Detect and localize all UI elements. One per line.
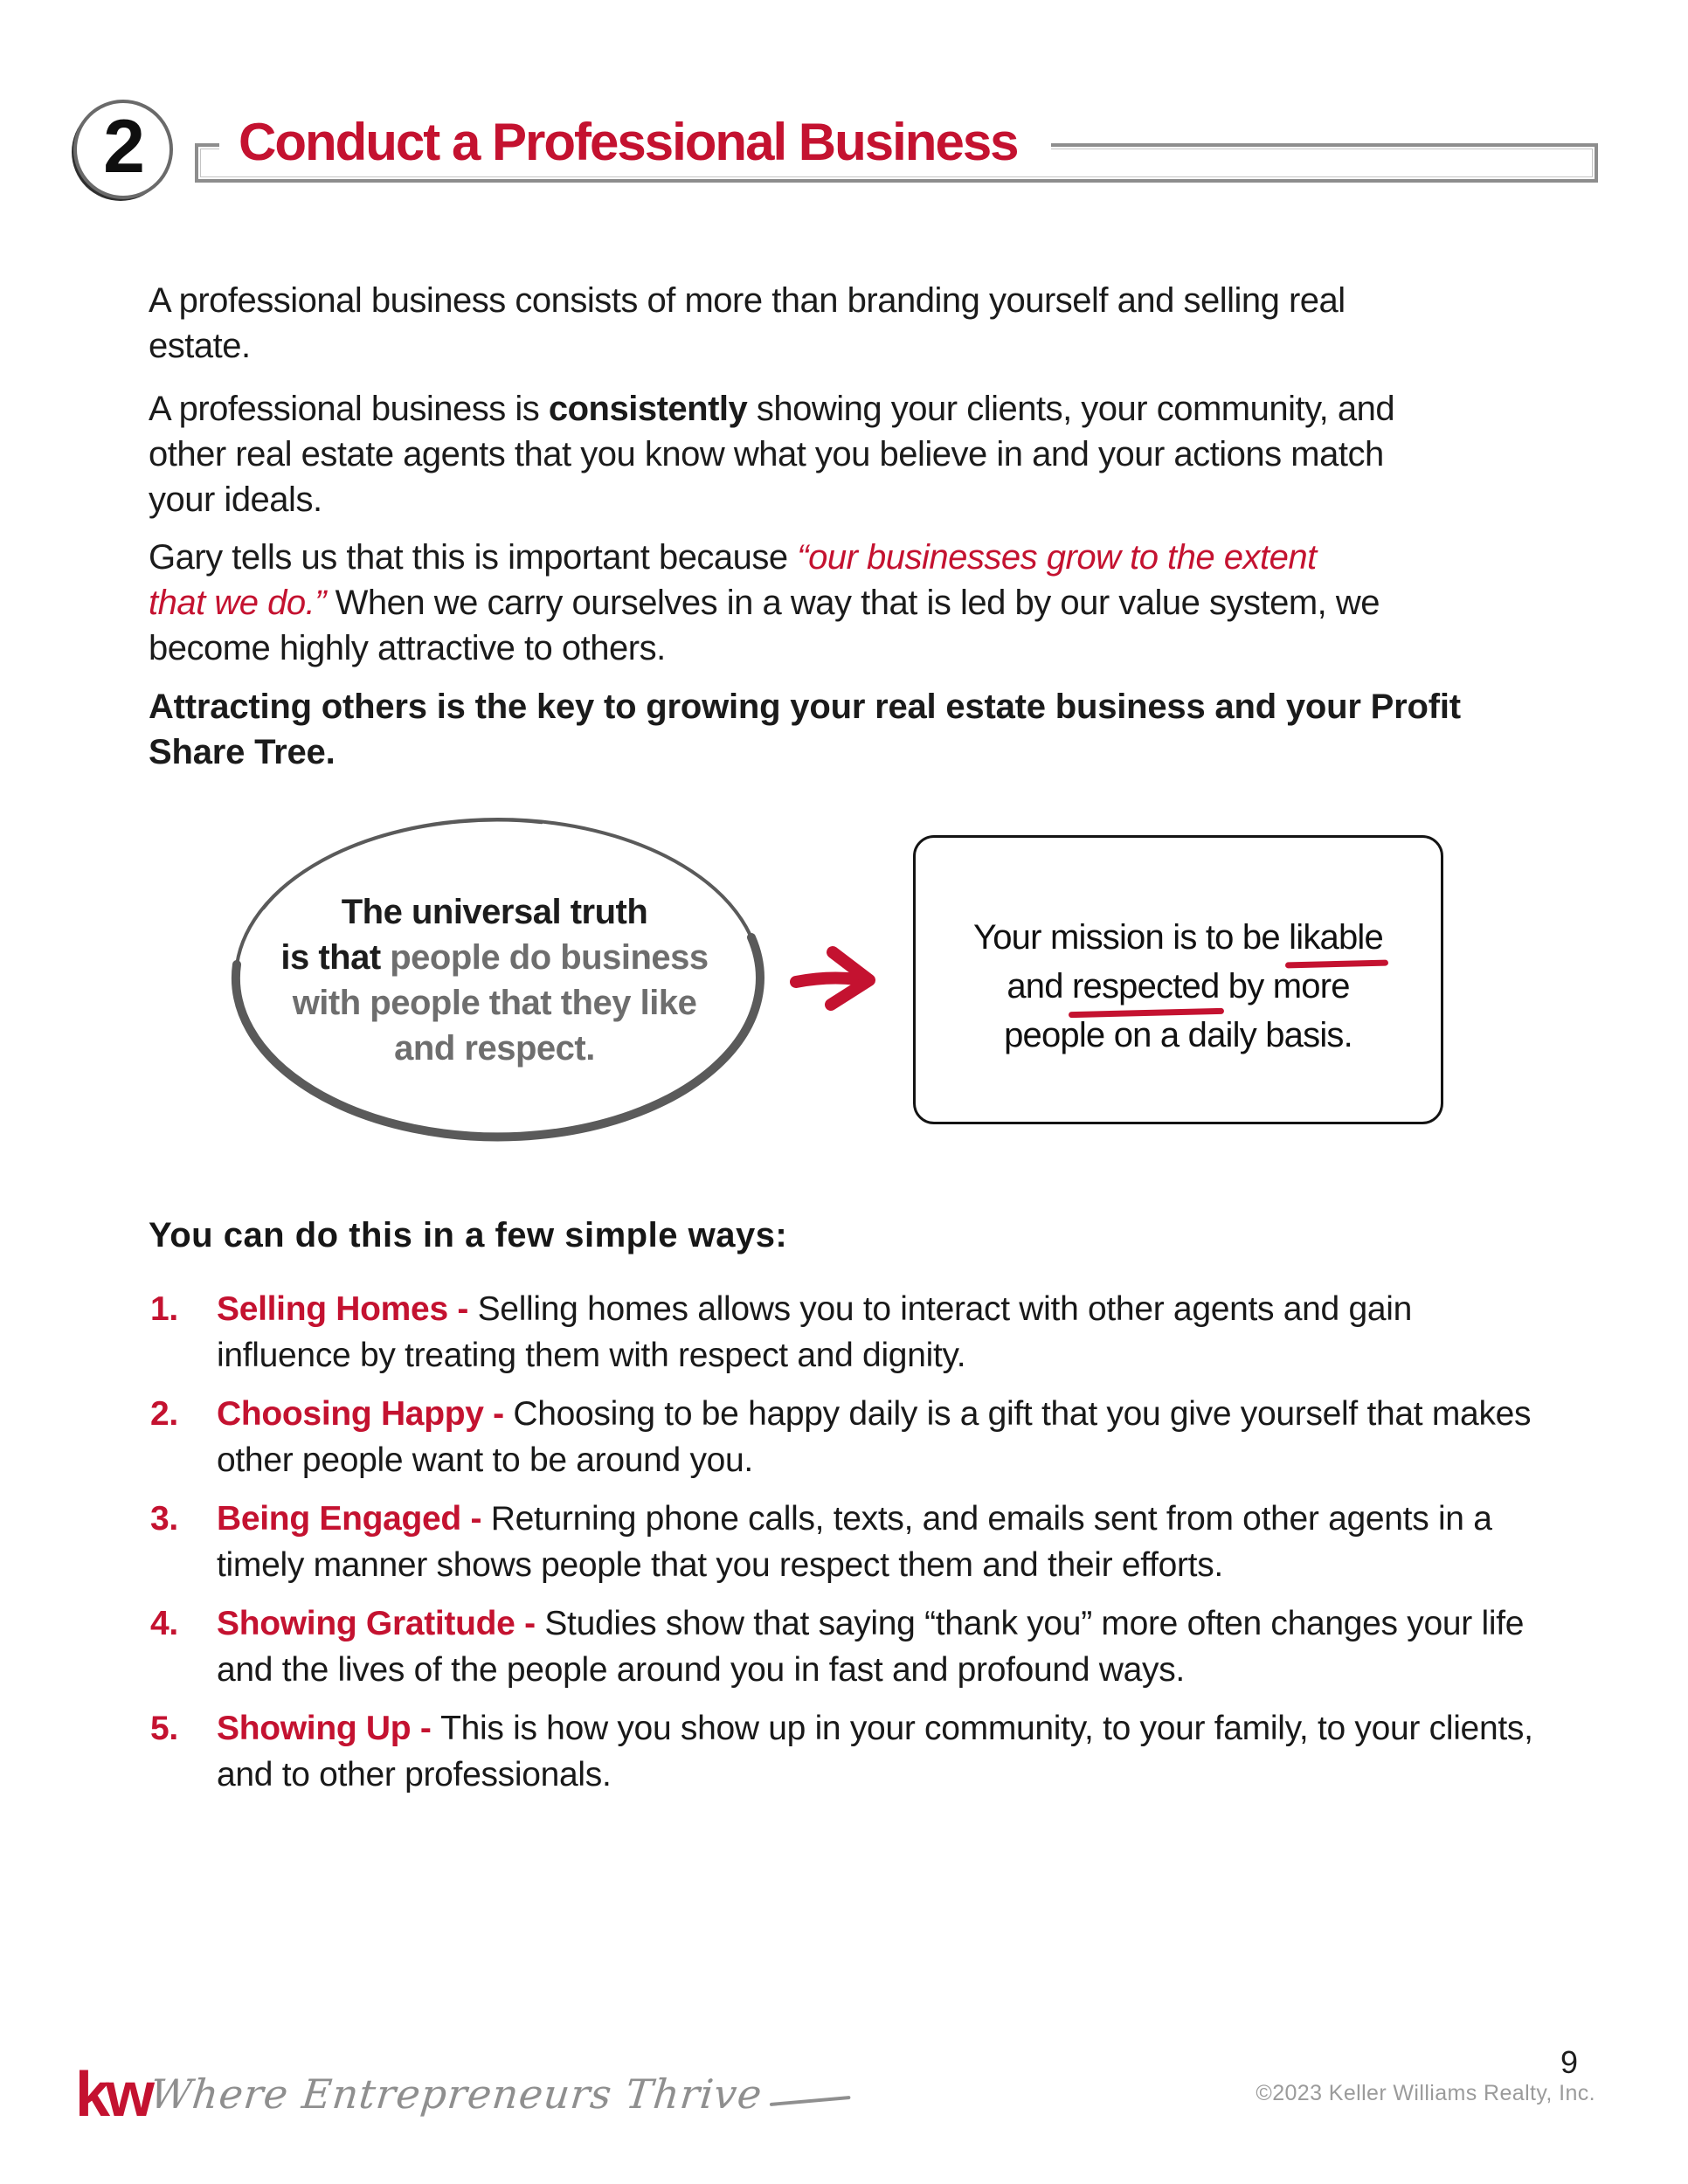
text-line: become highly attractive to others. [149, 629, 666, 667]
gary-quote-part2: that we do.” [149, 584, 327, 622]
text-line: other real estate agents that you know what you believe in and your actions match [149, 435, 1384, 473]
intro-paragraph-4-bold [149, 684, 1461, 775]
text-line: A professional business is consistently showing your clients, your community, and [149, 390, 1395, 428]
ways-heading: You can do this in a few simple ways: [149, 1216, 788, 1254]
section-number: 2 [103, 105, 143, 189]
intro-paragraph-2 [149, 386, 1394, 522]
item-number: 3. [150, 1500, 178, 1538]
underlined-respected: respected [1072, 962, 1219, 1011]
page-number: 9 [1560, 2044, 1578, 2080]
intro-paragraph-1 [149, 278, 1346, 369]
item-number: 1. [150, 1290, 178, 1328]
mission-box [913, 835, 1443, 1124]
text-line: estate. [149, 327, 251, 365]
item-number: 2. [150, 1395, 178, 1433]
text-line: Gary tells us that this is important because “our businesses grow to the extent [149, 538, 1317, 577]
text-line: that we do.” When we carry ourselves in a way that is led by our value system, we [149, 584, 1380, 622]
list-item-showing-up: 5. Showing Up - This is how you show up in your community, to your family, to your clients, and to other professionals. [149, 1705, 1581, 1798]
kw-logo: kw [75, 2060, 151, 2130]
item-number: 4. [150, 1605, 178, 1642]
text-line: The universal truth [341, 893, 648, 931]
text-line: your ideals. [149, 480, 322, 519]
gary-quote-part1: “our businesses grow to the extent [797, 538, 1317, 577]
brand-tagline: Where Entrepreneurs Thrive [148, 2070, 854, 2118]
intro-paragraph-3 [149, 535, 1380, 671]
item-number: 5. [150, 1710, 178, 1747]
copyright-notice: ©2023 Keller Williams Realty, Inc. [1256, 2081, 1595, 2105]
list-item-choosing-happy: 2. Choosing Happy - Choosing to be happy daily is a gift that you give yourself that makes other people want to be around you. [149, 1391, 1581, 1483]
list-item-selling-homes: 1. Selling Homes - Selling homes allows you to interact with other agents and gain influence by treating them with respect and dignity. [149, 1286, 1581, 1379]
text-line: Share Tree. [149, 733, 336, 771]
page-title: Conduct a Professional Business [219, 108, 1051, 175]
arrow-right-icon [789, 942, 890, 1017]
text-line: people on a daily basis. [1004, 1015, 1352, 1054]
item-label: Showing Up - [217, 1710, 441, 1747]
list-item-being-engaged: 3. Being Engaged - Returning phone calls, texts, and emails sent from other agents in a timely manner shows people that you respect them and their efforts. [149, 1496, 1581, 1588]
item-label: Being Engaged - [217, 1500, 491, 1538]
item-label: Selling Homes - [217, 1290, 478, 1328]
text-line: Attracting others is the key to growing your real estate business and your Profit [149, 688, 1461, 726]
text-line: and respected by more [1007, 962, 1349, 1011]
list-item-showing-gratitude: 4. Showing Gratitude - Studies show that saying “thank you” more often changes your life and the lives of the people around you in fast and profound ways. [149, 1600, 1581, 1693]
ways-list [149, 1286, 1581, 1810]
item-label: Showing Gratitude - [217, 1605, 545, 1642]
text-line: with people that they like [292, 984, 697, 1022]
text-line: Your mission is to be likable [973, 913, 1383, 962]
text-line: is that people do business [280, 938, 709, 977]
text-line: and respect. [394, 1029, 595, 1068]
underlined-likable: likable [1289, 913, 1383, 962]
text-line: A professional business consists of more than branding yourself and selling real [149, 281, 1346, 320]
tagline-flourish [770, 2096, 851, 2106]
section-number-badge [73, 100, 173, 199]
universal-truth-text [232, 889, 757, 1071]
bold-emphasis: consistently [548, 390, 748, 428]
item-label: Choosing Happy - [217, 1395, 514, 1433]
